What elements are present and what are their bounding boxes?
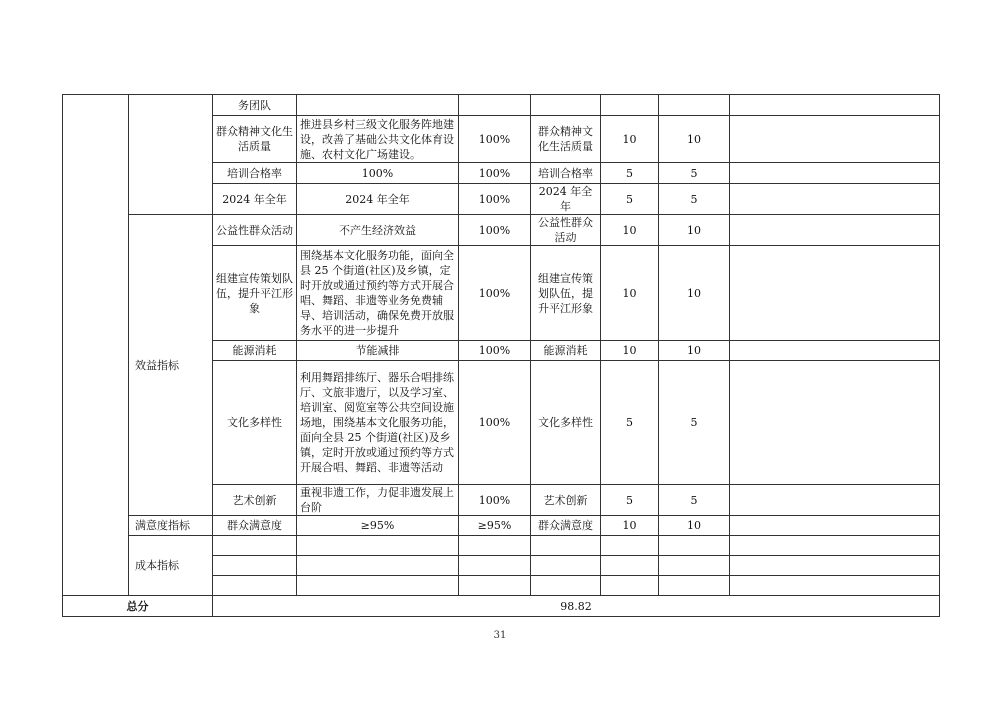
target-cell: 100% (297, 163, 459, 184)
indicator-cell: 文化多样性 (213, 361, 297, 485)
remark-cell (730, 246, 940, 341)
empty-cell (659, 556, 730, 576)
sub-dim-cell (129, 95, 213, 215)
weight-cell: 100% (459, 163, 531, 184)
actual-indicator-cell: 组建宣传策划队伍，提升平江形象 (531, 246, 601, 341)
target-cell: 围绕基本文化服务功能，面向全县 25 个街道(社区)及乡镇，定时开放或通过预约等方式开展合唱、舞蹈、非遗等业务免费辅导、培训活动，确保免费开放服务水平的进一步提升 (297, 246, 459, 341)
score-cell: 10 (659, 516, 730, 536)
remark-cell (730, 95, 940, 116)
empty-cell (730, 576, 940, 596)
remark-cell (730, 341, 940, 361)
actual-indicator-cell: 培训合格率 (531, 163, 601, 184)
empty-cell (213, 576, 297, 596)
weight-cell: 100% (459, 184, 531, 215)
score-cell: 5 (659, 184, 730, 215)
performance-table (62, 94, 940, 617)
weight-cell: 100% (459, 361, 531, 485)
indicator-cell: 2024 年全年 (213, 184, 297, 215)
empty-cell (730, 556, 940, 576)
full-score-cell: 10 (601, 516, 659, 536)
actual-indicator-cell (531, 95, 601, 116)
score-cell: 10 (659, 246, 730, 341)
empty-cell (459, 576, 531, 596)
score-cell: 10 (659, 116, 730, 163)
empty-cell (213, 536, 297, 556)
full-score-cell: 10 (601, 116, 659, 163)
empty-cell (531, 556, 601, 576)
target-cell: 重视非遗工作，力促非遗发展上台阶 (297, 485, 459, 516)
target-cell (297, 95, 459, 116)
indicator-cell: 培训合格率 (213, 163, 297, 184)
full-score-cell: 5 (601, 361, 659, 485)
empty-cell (297, 536, 459, 556)
weight-cell (459, 95, 531, 116)
remark-cell (730, 361, 940, 485)
actual-indicator-cell: 2024 年全年 (531, 184, 601, 215)
sub-dim-satisfaction: 满意度指标 (129, 516, 213, 536)
target-cell: 利用舞蹈排练厅、器乐合唱排练厅、文旅非遗厅，以及学习室、培训室、阅览室等公共空间设施场地，围绕基本文化服务功能，面向全县 25 个街道(社区)及乡镇，定时开放或通过预约等方式开展合唱、舞蹈、非遗等活动 (297, 361, 459, 485)
remark-cell (730, 485, 940, 516)
sub-dim-cost: 成本指标 (129, 536, 213, 596)
target-cell: 节能减排 (297, 341, 459, 361)
weight-cell: 100% (459, 116, 531, 163)
target-cell: 推进县乡村三级文化服务阵地建设，改善了基础公共文化体育设施、农村文化广场建设。 (297, 116, 459, 163)
remark-cell (730, 163, 940, 184)
first-level-indicator-cell (63, 95, 129, 596)
actual-indicator-cell: 群众精神文化生活质量 (531, 116, 601, 163)
full-score-cell: 10 (601, 215, 659, 246)
total-label: 总分 (63, 596, 213, 617)
score-cell: 5 (659, 485, 730, 516)
empty-cell (459, 556, 531, 576)
indicator-cell: 群众满意度 (213, 516, 297, 536)
target-cell: 2024 年全年 (297, 184, 459, 215)
indicator-cell: 能源消耗 (213, 341, 297, 361)
weight-cell: 100% (459, 341, 531, 361)
indicator-cell: 群众精神文化生活质量 (213, 116, 297, 163)
empty-cell (659, 576, 730, 596)
full-score-cell: 10 (601, 341, 659, 361)
score-cell: 5 (659, 163, 730, 184)
table-row (63, 215, 940, 246)
score-cell: 5 (659, 361, 730, 485)
target-cell: 不产生经济效益 (297, 215, 459, 246)
sub-dim-benefit: 效益指标 (129, 215, 213, 516)
remark-cell (730, 215, 940, 246)
total-value: 98.82 (213, 596, 940, 617)
full-score-cell: 10 (601, 246, 659, 341)
empty-cell (601, 576, 659, 596)
page-number: 31 (493, 630, 507, 641)
score-cell: 10 (659, 215, 730, 246)
empty-cell (297, 556, 459, 576)
weight-cell: 100% (459, 485, 531, 516)
weight-cell: ≥95% (459, 516, 531, 536)
actual-indicator-cell: 能源消耗 (531, 341, 601, 361)
indicator-cell: 艺术创新 (213, 485, 297, 516)
actual-indicator-cell: 群众满意度 (531, 516, 601, 536)
empty-cell (459, 536, 531, 556)
target-cell: ≥95% (297, 516, 459, 536)
empty-cell (601, 556, 659, 576)
indicator-cell: 务团队 (213, 95, 297, 116)
remark-cell (730, 516, 940, 536)
indicator-cell: 公益性群众活动 (213, 215, 297, 246)
table-row (63, 536, 940, 556)
actual-indicator-cell: 艺术创新 (531, 485, 601, 516)
score-cell: 10 (659, 341, 730, 361)
full-score-cell: 5 (601, 485, 659, 516)
table-row (63, 95, 940, 116)
weight-cell: 100% (459, 246, 531, 341)
empty-cell (601, 536, 659, 556)
weight-cell: 100% (459, 215, 531, 246)
score-cell (659, 95, 730, 116)
full-score-cell: 5 (601, 163, 659, 184)
empty-cell (213, 556, 297, 576)
empty-cell (297, 576, 459, 596)
empty-cell (659, 536, 730, 556)
total-row (63, 596, 940, 617)
table-row (63, 516, 940, 536)
indicator-cell: 组建宣传策划队伍，提升平江形象 (213, 246, 297, 341)
actual-indicator-cell: 文化多样性 (531, 361, 601, 485)
remark-cell (730, 184, 940, 215)
empty-cell (730, 536, 940, 556)
actual-indicator-cell: 公益性群众活动 (531, 215, 601, 246)
full-score-cell (601, 95, 659, 116)
empty-cell (531, 576, 601, 596)
full-score-cell: 5 (601, 184, 659, 215)
remark-cell (730, 116, 940, 163)
empty-cell (531, 536, 601, 556)
